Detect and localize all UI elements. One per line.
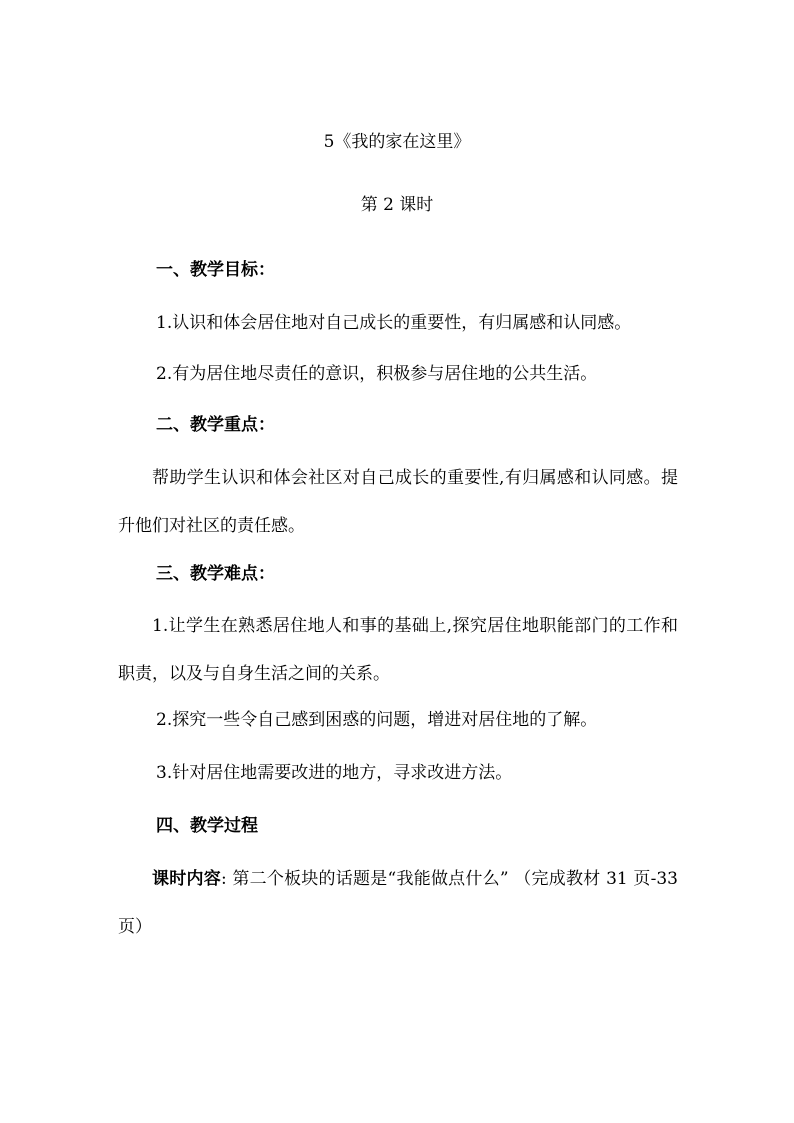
lesson-content <box>118 855 678 951</box>
lesson-period: 第 2 课时 <box>360 195 434 215</box>
objective-item-2: 2.有为居住地尽责任的意识，积极参与居住地的公共生活。 <box>156 364 598 384</box>
difficulty-item-3: 3.针对居住地需要改进的地方，寻求改进方法。 <box>156 763 513 783</box>
lesson-content-text: : 第二个板块的话题是“我能做点什么” （完成教材 31 页-33 页） <box>118 869 678 937</box>
difficulty-item-1: 1.让学生在熟悉居住地人和事的基础上,探究居住地职能部门的工作和职责，以及与自身生活之间的关系。 <box>118 616 678 684</box>
lesson-content-label: 课时内容 <box>152 869 221 889</box>
key-points-text: 帮助学生认识和体会社区对自己成长的重要性,有归属感和认同感。提升他们对社区的责任感。 <box>118 468 678 536</box>
key-points-heading: 二、教学重点： <box>156 415 275 435</box>
process-heading: 四、教学过程 <box>156 816 258 836</box>
difficulty-item-2: 2.探究一些令自己感到困惑的问题，增进对居住地的了解。 <box>156 710 598 730</box>
objective-item-1: 1.认识和体会居住地对自己成长的重要性，有归属感和认同感。 <box>156 313 632 333</box>
document-title: 5《我的家在这里》 <box>323 132 471 152</box>
objectives-heading: 一、教学目标： <box>156 260 275 280</box>
difficulties-heading: 三、教学难点： <box>156 564 275 584</box>
